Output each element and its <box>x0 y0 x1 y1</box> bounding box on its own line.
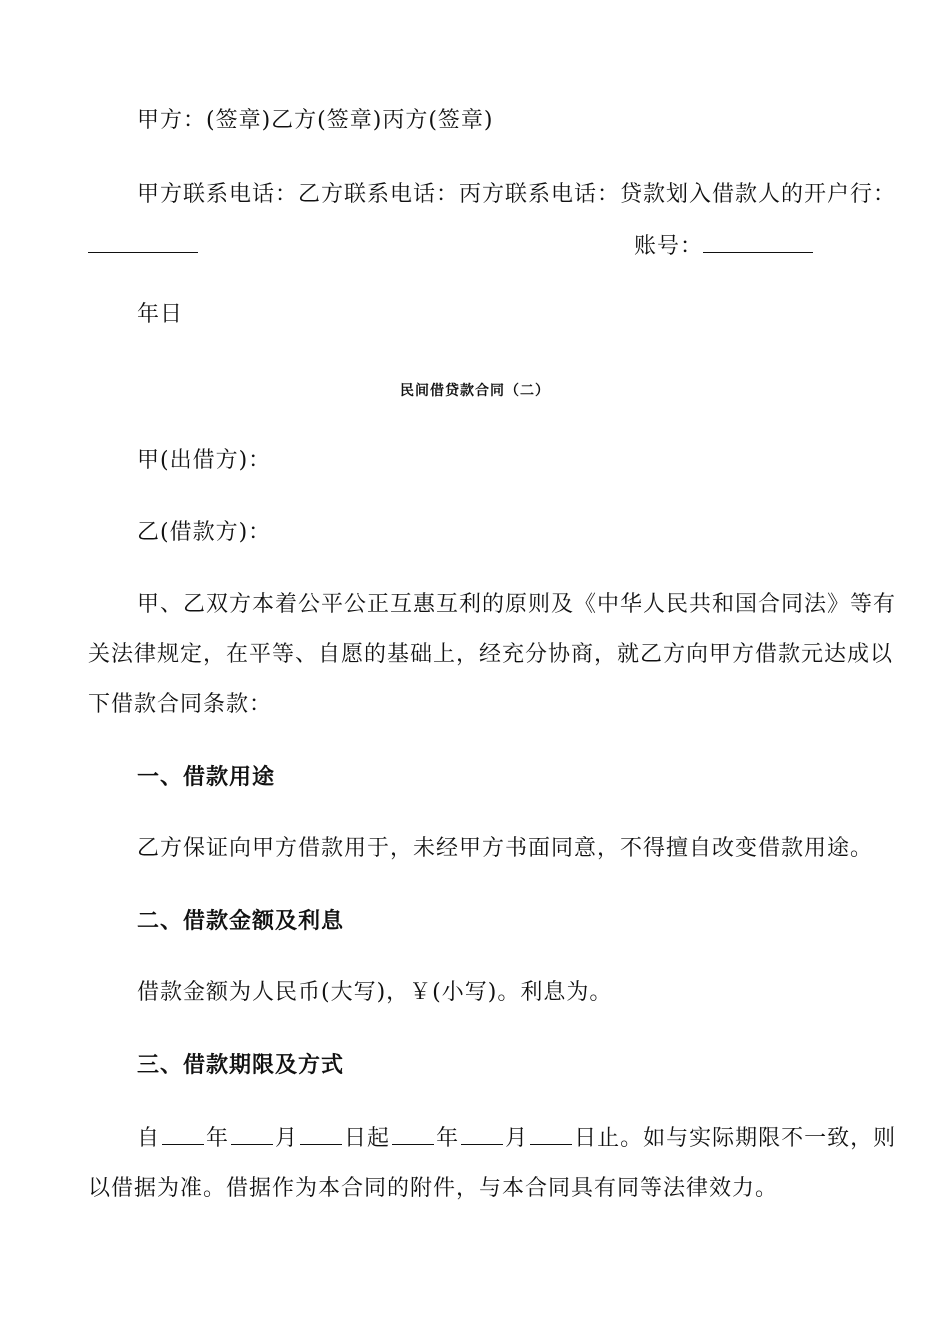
term-year-2: 年 <box>436 1126 460 1151</box>
end-day-blank <box>530 1122 572 1145</box>
account-line <box>634 230 813 262</box>
section-heading-term: 三、借款期限及方式 <box>137 1052 345 1078</box>
account-blank <box>703 230 813 253</box>
party-b-line: 乙(借款方)： <box>137 520 272 545</box>
party-a-line: 甲(出借方)： <box>137 448 272 473</box>
bank-blank-line <box>88 230 198 262</box>
account-label: 账号： <box>634 234 704 259</box>
term-year-1: 年 <box>206 1126 230 1151</box>
end-year-blank <box>392 1122 434 1145</box>
bank-blank <box>88 230 198 253</box>
start-day-blank <box>300 1122 342 1145</box>
term-day-end: 日止 <box>574 1126 621 1151</box>
section-heading-purpose: 一、借款用途 <box>137 764 276 790</box>
term-line1-tail: 。如与实际期限不一致，则 <box>620 1126 897 1151</box>
date-line: 年日 <box>137 302 184 327</box>
start-year-blank <box>162 1122 204 1145</box>
intro-paragraph-line-2: 关法律规定，在平等、自愿的基础上，经充分协商，就乙方向甲方借款元达成以 <box>88 642 894 667</box>
contract-title: 民间借贷款合同（二） <box>400 383 550 399</box>
term-month-1: 月 <box>275 1126 299 1151</box>
intro-paragraph-line-1: 甲、乙双方本着公平公正互惠互利的原则及《中华人民共和国合同法》等有 <box>137 592 897 617</box>
contact-phones-line: 甲方联系电话：乙方联系电话：丙方联系电话：贷款划入借款人的开户行： <box>137 182 897 207</box>
term-month-2: 月 <box>505 1126 529 1151</box>
term-day-start: 日起 <box>344 1126 391 1151</box>
section-body-purpose: 乙方保证向甲方借款用于，未经甲方书面同意，不得擅自改变借款用途。 <box>137 836 874 861</box>
section-body-amount: 借款金额为人民币(大写)，￥(小写)。利息为。 <box>137 980 613 1005</box>
section-heading-amount: 二、借款金额及利息 <box>137 908 345 934</box>
term-line-2: 以借据为准。借据作为本合同的附件，与本合同具有同等法律效力。 <box>88 1176 779 1201</box>
signature-parties-line: 甲方：(签章)乙方(签章)丙方(签章) <box>137 108 494 133</box>
end-month-blank <box>461 1122 503 1145</box>
term-from: 自 <box>137 1126 161 1151</box>
intro-paragraph-line-3: 下借款合同条款： <box>88 692 273 717</box>
start-month-blank <box>231 1122 273 1145</box>
term-line-1 <box>137 1122 896 1154</box>
